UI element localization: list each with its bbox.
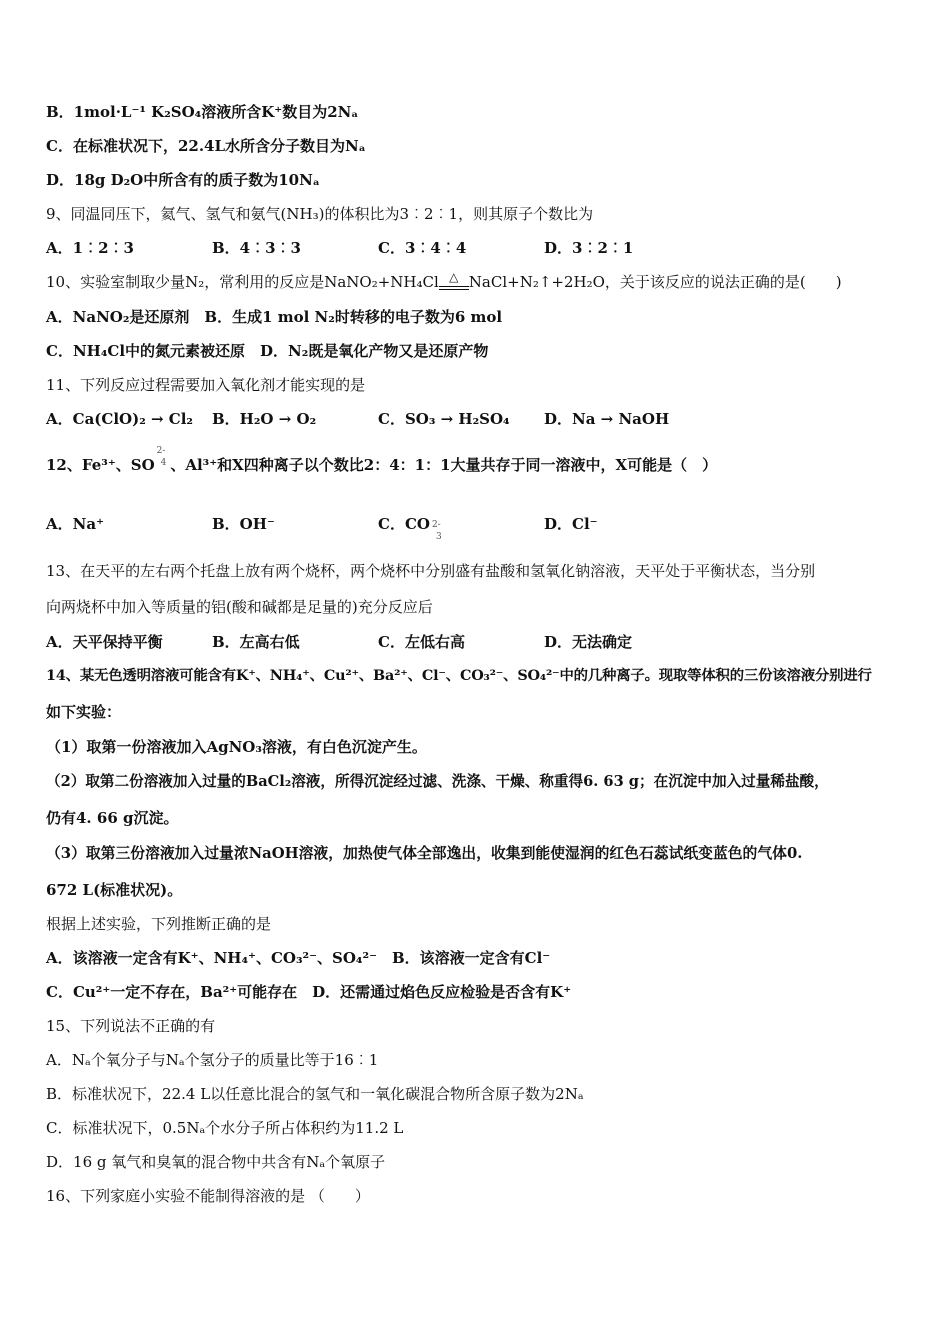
q14-experiment-3-line2: 672 L(标准状况)。 [46, 881, 183, 899]
q14-options-ab: A．该溶液一定含有K⁺、NH₄⁺、CO₃²⁻、SO₄²⁻ B．该溶液一定含有Cl⁻ [46, 949, 551, 967]
q9-option-d: D．3︰2︰1 [544, 239, 634, 257]
q12-stem-post: 、Al³⁺和X四种离子以个数比2：4：1：1大量共存于同一溶液中，X可能是（ ） [170, 456, 718, 474]
q9-option-a: A．1︰2︰3 [46, 239, 134, 257]
q12-stem-pre: 12、Fe³⁺、SO [46, 456, 155, 474]
q13-option-a: A．天平保持平衡 [46, 633, 163, 651]
q10-options-cd: C．NH₄Cl中的氮元素被还原 D．N₂既是氧化产物又是还原产物 [46, 342, 489, 360]
q12-stem [46, 446, 718, 475]
q11-options [46, 409, 669, 429]
q13-stem-line2: 向两烧杯中加入等质量的铝(酸和碱都是足量的)充分反应后 [46, 598, 433, 616]
q12-options [46, 514, 598, 542]
q11-option-c: C．SO₃ → H₂SO₄ [378, 410, 510, 428]
q12-option-a: A．Na⁺ [46, 515, 104, 533]
q15-stem: 15、下列说法不正确的有 [46, 1017, 216, 1035]
q15-option-b: B．标准状况下，22.4 L以任意比混合的氢气和一氧化碳混合物所含原子数为2Nₐ [46, 1085, 584, 1103]
q9-options [46, 238, 633, 258]
q11-option-d: D．Na → NaOH [544, 410, 670, 428]
q11-option-b: B．H₂O → O₂ [212, 410, 317, 428]
q14-experiment-2-line2: 仍有4. 66 g沉淀。 [46, 809, 179, 827]
q13-option-d: D．无法确定 [544, 633, 633, 651]
q12-option-d: D．Cl⁻ [544, 515, 598, 533]
q10-stem-post: NaCl+N₂↑+2H₂O，关于该反应的说法正确的是( ) [468, 273, 842, 291]
q15-option-c: C．标准状况下，0.5Nₐ个水分子所占体积约为11.2 L [46, 1119, 404, 1137]
q8-option-d: D．18g D₂O中所含有的质子数为10Nₐ [46, 171, 320, 189]
q13-options [46, 632, 632, 652]
q9-stem: 9、同温同压下，氦气、氢气和氨气(NH₃)的体积比为3︰2︰1，则其原子个数比为 [46, 205, 594, 223]
q15-option-d: D．16 g 氧气和臭氧的混合物中共含有Nₐ个氧原子 [46, 1153, 386, 1171]
q9-option-c: C．3︰4︰4 [378, 239, 467, 257]
q9-option-b: B．4︰3︰3 [212, 239, 301, 257]
sulfate-ion-charge: 2- 4 [156, 446, 167, 468]
q8-option-b: B．1mol·L⁻¹ K₂SO₄溶液所含K⁺数目为2Nₐ [46, 103, 359, 121]
q16-stem: 16、下列家庭小实验不能制得溶液的是 （ ） [46, 1187, 370, 1205]
q14-stem-line2: 如下实验： [46, 703, 122, 721]
q12-option-c: C．CO 2- 3 [378, 515, 442, 542]
q11-option-a: A．Ca(ClO)₂ → Cl₂ [46, 410, 193, 428]
q13-stem-line1: 13、在天平的左右两个托盘上放有两个烧杯，两个烧杯中分别盛有盐酸和氢氧化钠溶液，天平处于平衡状态，当分别 [46, 562, 816, 580]
q14-experiment-2-line1: （2）取第二份溶液加入过量的BaCl₂溶液，所得沉淀经过滤、洗涤、干燥、称重得6. 63 g；在沉淀中加入过量稀盐酸， [46, 773, 829, 790]
q13-option-b: B．左高右低 [212, 633, 300, 651]
heat-condition-symbol: △ [439, 272, 469, 293]
q10-stem-pre: 10、实验室制取少量N₂，常利用的反应是NaNO₂+NH₄Cl [46, 273, 439, 291]
q13-option-c: C．左低右高 [378, 633, 465, 651]
q11-stem: 11、下列反应过程需要加入氧化剂才能实现的是 [46, 376, 366, 394]
q14-experiment-3-line1: （3）取第三份溶液加入过量浓NaOH溶液，加热使气体全部逸出，收集到能使湿润的红色石蕊试纸变蓝色的气体0. [46, 845, 803, 862]
q14-lead: 根据上述实验，下列推断正确的是 [46, 915, 272, 933]
q15-option-a: A．Nₐ个氧分子与Nₐ个氢分子的质量比等于16︰1 [46, 1051, 379, 1069]
q14-stem-line1: 14、某无色透明溶液可能含有K⁺、NH₄⁺、Cu²⁺、Ba²⁺、Cl⁻、CO₃²⁻、SO₄²⁻中的几种离子。现取等体积的三份该溶液分别进行 [46, 667, 872, 684]
q14-experiment-1: （1）取第一份溶液加入AgNO₃溶液，有白色沉淀产生。 [46, 738, 427, 756]
q10-options-ab: A．NaNO₂是还原剂 B．生成1 mol N₂时转移的电子数为6 mol [46, 308, 503, 326]
q14-options-cd: C．Cu²⁺一定不存在，Ba²⁺可能存在 D．还需通过焰色反应检验是否含有K⁺ [46, 983, 572, 1001]
q10-stem [46, 272, 842, 293]
q8-option-c: C．在标准状况下，22.4L水所含分子数目为Nₐ [46, 137, 366, 155]
q12-option-b: B．OH⁻ [212, 515, 275, 533]
